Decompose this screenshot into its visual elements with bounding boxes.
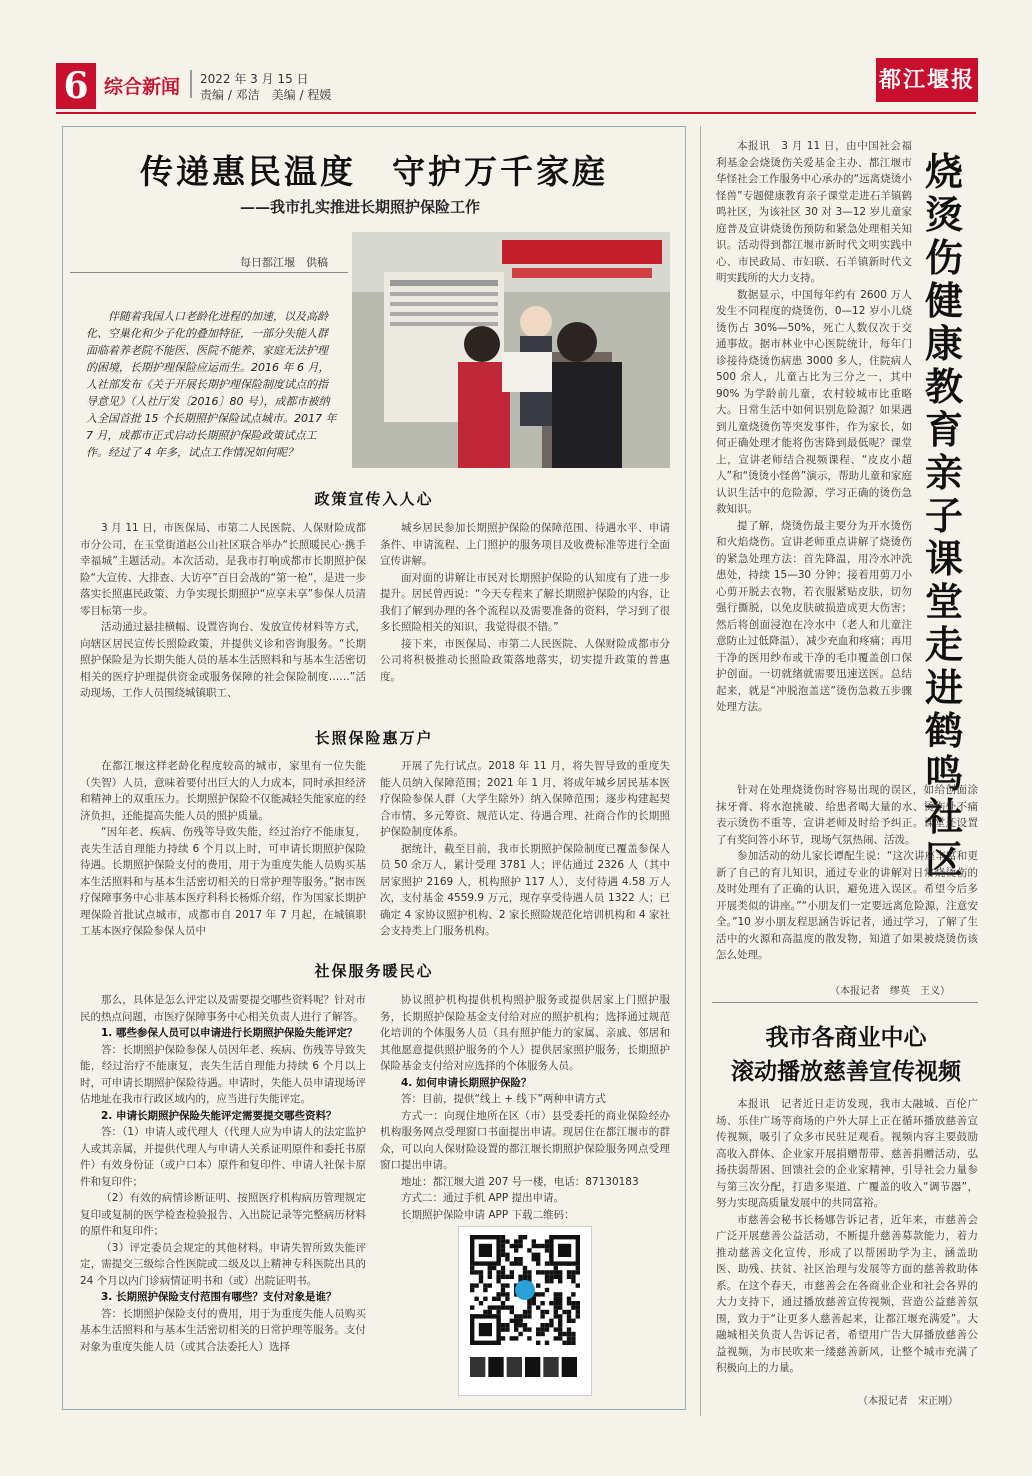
feature-subheadline: ——我市扎实推进长期照护保险工作 (240, 198, 481, 216)
paragraph: 方式二：通过手机 APP 提出申请。 (401, 1192, 565, 1204)
insurance-col-2 (380, 758, 670, 940)
paragraph: 答：长期照护保险支付的费用，用于为重度失能人员购买基本生活照料和与基本生活密切相关的日常护理等服务。支付对象为重度失能人员（或其合法委托人）选择 (80, 1307, 366, 1353)
news-photo (352, 232, 670, 468)
policy-col-2 (380, 520, 670, 685)
burn-article-wide (716, 782, 978, 964)
question-heading: 2. 申请长期照护保险失能评定需要提交哪些资料？ (101, 1109, 337, 1122)
page-number: 6 (56, 63, 96, 109)
paragraph: 那么，具体是怎么评定以及需要提交哪些资料呢？针对市民的热点问题，市医疗保障事务中心相关负责人进行了解答。 (80, 994, 366, 1023)
policy-col-1 (80, 520, 366, 702)
paragraph: 活动通过悬挂横幅、设置咨询台、发放宣传材料等方式，向辖区居民宣传长照险政策，并提供义诊和咨询服务。“长期照护保险是为长期失能人员的基本生活照料和与基本生活密切相关的医疗护理提供资金或服务保障的社会保险制度……”活动现场，工作人员围绕城镇职工、 (80, 621, 366, 699)
paragraph: （3）评定委员会规定的其他材料。申请失智所致失能评定，需提交三级综合性医院或二级及以上精神专科医院出具的 24 个月以内门诊病情证明书和（或）出院证明书。 (80, 1241, 366, 1287)
paragraph: “因年老、疾病、伤残等导致失能，经过治疗不能康复，丧失生活自理能力持续 6 个月以上时，可申请长期照护保险待遇。长期照护保险支付的费用，用于为重度失能人员购买基本生活照料和与基本生活密切相关的日常护理等服务。”据市医疗保障事务中心非基本医疗科科长杨烁介绍，作为国家长期护理保险首批试点城市，成都市自 2017 年 7 月起，在城镇职工基本医疗保险参保人员中 (80, 826, 366, 937)
feature-byline: 每日都江堰 供稿 (240, 256, 328, 269)
paragraph: 协议照护机构提供机构照护服务或提供居家上门照护服务，长期照护保险基金支付给对应的照护机构；选择通过规范化培训的个体服务人员（具有照护能力的家属、亲戚、邻居和其他愿意提供照护服务的个人）提供居家照护服务，长期照护保险基金支付给对应选择的个体服务人员。 (380, 994, 670, 1072)
charity-headline-2: 滚动播放慈善宣传视频 (731, 1058, 961, 1085)
paragraph: 数据显示，中国每年约有 2600 万人发生不同程度的烧烫伤，0—12 岁小儿烧烫伤占 30%—50%，死亡人数仅次于交通事故。据市林业中心医院统计，每年门诊接待烧烫伤病患 3000 多人，住院病人 500 余人，儿童占比为三分之一，其中 90% 为学龄前儿童，农村较城市比重略大。日常生活中如何识别危险源？如果遇到儿童烧烫伤等突发事件，作为家长，如何正确处理才能将伤害降到最低呢？课堂上，宣讲老师结合视频课程、“皮皮小超人”和“烫烫小怪兽”演示，帮助儿童和家庭认识生活中的危险源，学习正确的烫伤急救知识。 (716, 288, 912, 515)
byline-rule (70, 272, 348, 273)
editors-credit: 责编 / 邓洁 美编 / 程媛 (200, 88, 332, 102)
vertical-headline: 烧烫伤健康教育亲子课堂走进鹤鸣社区 (924, 149, 963, 882)
burn-article-narrow (716, 138, 912, 716)
paragraph: 城乡居民参加长期照护保险的保障范围、待遇水平、申请条件、申请流程、上门照护的服务项目及收费标准等进行全面宣传讲解。 (380, 522, 670, 567)
column-divider (700, 126, 701, 1416)
insurance-col-1 (80, 758, 366, 940)
paragraph: （2）有效的病情诊断证明、按照医疗机构病历管理规定复印或复制的医学检查检验报告、入出院记录等完整病历材料的原件和复印件； (80, 1192, 366, 1237)
charity-article-byline: （本报记者 宋正刚） (858, 1396, 958, 1407)
header-rule (56, 112, 976, 114)
feature-intro: 伴随着我国人口老龄化进程的加速，以及高龄化、空巢化和少子化的叠加特征，一部分失能人群面临着养老院不能医、医院不能养、家庭无法护理的困境，长期护理保险应运而生。2016 年 6 月，人社部发布《关于开展长期护理保险制度试点的指导意见》（人社厅发〔2016〕80 号），成都市被纳入全国首批 15 个长期照护保险试点城市。2017 年 7 月，成都市正式启动长期照护保险政策试点工作。经过了 4 年多，试点工作情况如何呢？ (86, 310, 337, 459)
paragraph: 据统计，截至目前，我市长期照护保险制度已覆盖参保人员 50 余万人，累计受理 3781 人；评估通过 2326 人（其中居家照护 2169 人，机构照护 117 人），支付待遇 4.58 万人次，支付基金 4559.9 万元，现存享受待遇人员 1322 人；已确定 4 家协议照护机构、2 家长照险规范化培训机构和 4 家社会支持类上门服务机构。 (380, 842, 670, 937)
paragraph: 提了解，烧烫伤最主要分为开水烫伤和火焰烧伤。宣讲老师重点讲解了烧烫伤的紧急处理方法：首先降温，用冷水冲洗患处，持续 15—30 分钟；接着用剪刀小心剪开脱去衣物，若衣服紧贴皮肤，切勿强行撕脱，以免皮肤破损造成更大伤害；然后将创面浸泡在冷水中（老人和儿童注意防止过低降温），减少充血和疼痛；再用干净的医用纱布或干净的毛巾覆盖创口保护创面。一切就绪就需要迅速送医。总结起来，就是“冲脱泡盖送”烫伤急救五步骤处理方法。 (716, 519, 912, 713)
paragraph: 答：目前，提供“线上 + 线下”两种申请方式 (401, 1093, 606, 1105)
question-heading: 4. 如何申请长期照护保险？ (401, 1076, 532, 1089)
paragraph: 市慈善会秘书长杨娜告诉记者，近年来，市慈善会广泛开展慈善公益活动，不断提升慈善募款能力，着力推动慈善文化宣传，形成了以帮困助学为主，涵盖助医、助残、扶贫、社区治理与发展等方面的慈善救助体系。在这个春天，市慈善会在各商业企业和社会各界的大力支持下，通过播放慈善宣传视频，营造公益慈善氛围，致力于“让更多人慈善起来，让都江堰充满爱”。大融城相关负责人告诉记者，希望用广告大屏播放慈善公益视频，为市民吹来一缕慈善新风，让整个城市充满了积极向上的力量。 (716, 1213, 978, 1374)
paragraph: 3 月 11 日，市医保局、市第二人民医院、人保财险成都市分公司，在玉堂街道赵公山社区联合举办“长照暖民心·携手幸福城”主题活动。本次活动，是我市打响成都市长期照护保险“大宣传、大排查、大访亭”百日会战的“第一枪”，是进一步落实长照惠民政策、力争实现长期照护“应享未享”参保人员清零目标第一步。 (80, 522, 366, 617)
service-col-2 (380, 992, 670, 1223)
paragraph: 本报讯 记者近日走访发现，我市大融城、百伦广场、乐佳广场等商场的户外大屏上正在循环播放慈善宣传视频，吸引了众多市民驻足观看。视频内容主要鼓励高收入群体、企业家开展捐赠帮带、慈善捐赠活动，弘扬扶弱帮困、回馈社会的企业家精神，引导社会力量参与第三次分配，打造多渠道、广覆盖的收入“调节器”，努力实现高质量发展中的共同富裕。 (716, 1098, 978, 1209)
service-col-1 (80, 992, 366, 1355)
paragraph: 参加活动的幼儿家长谭配生说：“这次讲座丰富和更新了自己的育儿知识，通过专业的讲解对日常烧烫伤的及时处理有了正确的认识，避免进入误区。希望今后多开展类似的讲座。”“小朋友们一定要远离危险源，注意安全。”10 岁小朋友程思涵告诉记者，通过学习，了解了生活中的火源和高温度的散发物，知道了如果被烧烫伤该怎么处理。 (716, 850, 978, 961)
header-divider (190, 70, 192, 98)
qr-code-icon (459, 1227, 591, 1395)
paragraph: 开展了先行试点。2018 年 11 月，将失智导致的重度失能人员纳入保障范围；2021 年 1 月，将成年城乡居民基本医疗保险参保人群（大学生除外）纳入保障范围；逐步构建起契合市情、多元筹资、规范认定、待遇合理、社商合作的长期照护保险制度体系。 (380, 760, 670, 838)
section-heading-service: 社保服务暖民心 (314, 962, 434, 980)
paragraph: 答：（1）申请人或代理人（代理人应为申请人的法定监护人或其亲属，并提供代理人与申请人关系证明原件和委托书原件）有效身份证（或户口本）原件和复印件、申请人社保卡原件和复印件； (80, 1126, 366, 1188)
charity-article (716, 1096, 978, 1377)
masthead-logo: 都江堰报 (876, 58, 978, 102)
app-download-qr-code[interactable] (458, 1226, 592, 1396)
paragraph: 面对面的讲解让市民对长期照护保险的认知度有了进一步提升。居民曾西说：“今天专程来了解长期照护保险的内容，让我们了解到办理的各个流程以及需要准备的资料，学习到了很多长照险相关的知识，我觉得很不错。” (380, 571, 670, 633)
section-heading-policy: 政策宣传入人心 (314, 490, 434, 508)
issue-date: 2022 年 3 月 15 日 (200, 72, 309, 86)
paragraph: 答：长期照护保险参保人员因年老、疾病、伤残等导致失能，经过治疗不能康复，丧失生活自理能力持续 6 个月以上时，可申请长期照护保险待遇。申请时，失能人员申请现场评估地址在我市行政区域内的，应当进行失能评定。 (80, 1043, 366, 1105)
paragraph: 地址：都江堰大道 207 号一楼，电话：87130183 (401, 1175, 639, 1188)
photo-illustration (352, 232, 670, 468)
paragraph: 针对在处理烧烫伤时容易出现的误区，如给创面涂抹牙膏、将水泡挑破、给患者喝大量的水、烫伤处不痛表示烫伤不重等，宣讲老师及时给予纠正。课堂还设置了有奖问答小环节，现场气氛热闹、活泼。 (716, 784, 978, 846)
paragraph: 方式一：向现住地所在区（市）县受委托的商业保险经办机构服务网点受理窗口书面提出申请。现居住在都江堰市的群众，可以向人保财险设置的都江堰长期照护保险服务网点受理窗口提出申请。 (380, 1109, 670, 1171)
article-divider (712, 1002, 978, 1003)
burn-article-byline: （本报记者 缪英 王义） (830, 986, 950, 997)
paragraph: 接下来，市医保局、市第二人民医院、人保财险成都市分公司将积极推动长照险政策落地落实，切实提升政策的普惠度。 (380, 637, 670, 683)
question-heading: 1. 哪些参保人员可以申请进行长期照护保险失能评定？ (101, 1027, 358, 1039)
paragraph: 本报讯 3 月 11 日，由中国社会福利基金会烧烫伤关爱基金主办、都江堰市华怪社会工作服务中心承办的“远离烧烫小怪兽”专题健康教育亲子课堂走进石羊镇鹤鸣社区，为该社区 30 对 3—12 岁儿童家庭普及宣讲烧烫伤预防和紧急处理相关知识。活动得到都江堰市新时代文明实践中心、市民政局、市妇联、石羊镇新时代文明实践所的大力支持。 (716, 140, 912, 284)
paragraph: 在都江堰这样老龄化程度较高的城市，家里有一位失能（失智）人员，意味着要付出巨大的人力成本，同时承担经济和精神上的双重压力。长期照护保险不仅能减轻失能家庭的经济负担，还能提高失能人员的照护质量。 (80, 760, 366, 822)
paragraph: 长期照护保险申请 APP 下载二维码： (401, 1208, 575, 1221)
section-heading-insurance: 长照保险惠万户 (314, 729, 434, 747)
section-name: 综合新闻 (104, 76, 181, 98)
question-heading: 3. 长期照护保险支付范围有哪些？支付对象是谁？ (101, 1291, 337, 1303)
charity-headline-1: 我市各商业中心 (765, 1024, 927, 1051)
feature-headline: 传递惠民温度 守护万千家庭 (140, 152, 608, 191)
